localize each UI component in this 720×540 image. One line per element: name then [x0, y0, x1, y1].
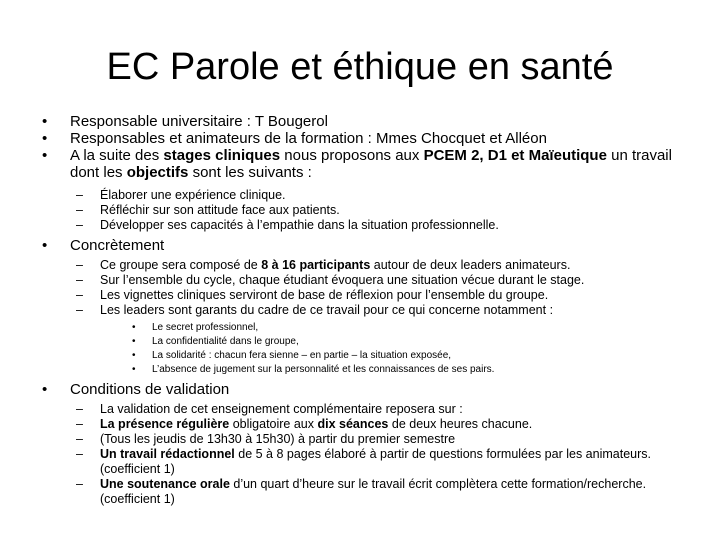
list-item: • La solidarité : chacun fera sienne – en partie – la situation exposée,	[130, 349, 680, 363]
bullet-animateurs: • Responsables et animateurs de la formation : Mmes Chocquet et Alléon	[40, 130, 680, 147]
list-item: – Réfléchir sur son attitude face aux patients.	[70, 203, 680, 218]
list-item: – La présence régulière obligatoire aux dix séances de deux heures chacune.	[70, 417, 680, 432]
list-item: – Un travail rédactionnel de 5 à 8 pages élaboré à partir de questions formulées par les animateurs. (coefficient 1)	[70, 447, 680, 477]
list-item: – Sur l’ensemble du cycle, chaque étudiant évoquera une situation vécue durant le stage.	[70, 273, 680, 288]
list-item: – La validation de cet enseignement complémentaire reposera sur :	[70, 402, 680, 417]
list-item: – Développer ses capacités à l’empathie dans la situation professionnelle.	[70, 218, 680, 233]
list-item: – Les leaders sont garants du cadre de ce travail pour ce qui concerne notamment : • Le secret professionnel, • La confidentialité dans le groupe, • La solidarité : chacun fera sienne – en partie – la situation exposée, • L’absence de jugement sur la personnalité et les connaissances de ses pairs.	[70, 303, 680, 377]
list-item: – Les vignettes cliniques serviront de base de réflexion pour l’ensemble du groupe.	[70, 288, 680, 303]
concretement-section	[40, 237, 680, 377]
bullet-responsable: • Responsable universitaire : T Bougerol	[40, 113, 680, 130]
bullet-concretement: • Concrètement – Ce groupe sera composé de 8 à 16 participants autour de deux leaders animateurs. – Sur l’ensemble du cycle, chaque étudiant évoquera une situation vécue durant le stage. – Les vignettes cliniques serviront de base de réflexion pour l’ensemble du groupe. – Les leaders sont garants du cadre de ce travail pour ce qui concerne notamment : • Le secret professionnel, • La confidentialité dans le groupe, • La solidarité : chacun fera sienne – en partie – la situation exposée, • L’absence de jugement sur la personnalité et les connaissances de ses pairs.	[40, 237, 680, 377]
slide-title: EC Parole et éthique en santé	[106, 46, 614, 88]
list-item: – (Tous les jeudis de 13h30 à 15h30) à partir du premier semestre	[70, 432, 680, 447]
list-item: – Une soutenance orale d’un quart d’heure sur le travail écrit complètera cette formation/recherche. (coefficient 1)	[70, 477, 680, 507]
list-item: – Élaborer une expérience clinique.	[70, 188, 680, 203]
cadre-list	[130, 321, 680, 377]
validation-section	[40, 381, 680, 507]
list-item: • Le secret professionnel,	[130, 321, 680, 335]
validation-list	[70, 402, 680, 507]
objectifs-list	[70, 188, 680, 233]
list-item: • L’absence de jugement sur la personnalité et les connaissances de ses pairs.	[130, 363, 680, 377]
bullet-stages: • A la suite des stages cliniques nous proposons aux PCEM 2, D1 et Maïeutique un travail dont les objectifs sont les suivants : – Élaborer une expérience clinique. – Réfléchir sur son attitude face aux patients. – Développer ses capacités à l’empathie dans la situation professionnelle.	[40, 147, 680, 233]
bullet-validation: • Conditions de validation – La validation de cet enseignement complémentaire reposera sur : – La présence régulière obligatoire aux dix séances de deux heures chacune. – (Tous les jeudis de 13h30 à 15h30) à partir du premier semestre – Un travail rédactionnel de 5 à 8 pages élaboré à partir de questions formulées par les animateurs. (coefficient 1) – Une soutenance orale d’un quart d’heure sur le travail écrit complètera cette formation/recherche. (coefficient 1)	[40, 381, 680, 507]
concretement-list	[70, 258, 680, 377]
list-item: • La confidentialité dans le groupe,	[130, 335, 680, 349]
main-bullet-list	[40, 113, 680, 233]
list-item: – Ce groupe sera composé de 8 à 16 participants autour de deux leaders animateurs.	[70, 258, 680, 273]
